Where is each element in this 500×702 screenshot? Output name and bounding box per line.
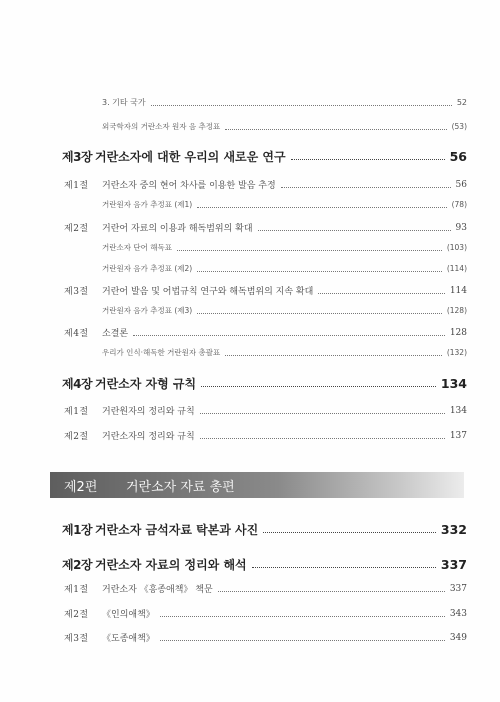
toc-entry-table-2[interactable] [102,263,467,274]
toc-entry-table-1[interactable] [102,199,467,210]
chapter-number: 제3장 [62,150,93,164]
chapter-title: 거란소자 자료의 정리와 해석 [95,558,247,572]
dot-leader [291,159,445,160]
toc-section-3-1[interactable] [64,178,467,191]
part-number: 제2편 [64,479,98,495]
toc-chapter-4[interactable] [62,375,467,392]
part-2-banner[interactable] [50,472,464,498]
section-number: 제2절 [64,432,89,442]
dot-leader [197,313,442,314]
page-number: 349 [449,632,467,643]
toc-entry-foreign-scholars-table[interactable] [102,121,467,132]
page-number: (132) [446,348,467,357]
section-title: 《도종애책》 [102,634,155,644]
section-number: 제2절 [64,610,89,620]
toc-entry-other-countries[interactable] [102,97,467,108]
dot-leader [201,386,436,387]
dot-leader [177,250,442,251]
dot-leader [160,616,445,617]
dot-leader [133,335,445,336]
dot-leader [225,129,446,130]
section-title: 거란소자 중의 현어 차사를 이용한 발음 추정 [102,181,276,191]
dot-leader [200,413,445,414]
section-number: 제2절 [64,224,89,234]
toc-section-3-3[interactable] [64,284,467,297]
section-number: 제1절 [64,585,89,595]
page-number: (53) [451,122,467,131]
page-number: 93 [455,222,467,233]
section-title: 거란어 발음 및 어법규칙 연구와 해독범위의 지속 확대 [102,287,314,297]
page-number: 56 [455,179,467,190]
toc-entry-label: 거란소자 단어 해독표 [102,243,172,252]
page-number: 128 [449,327,467,338]
dot-leader [318,293,445,294]
page-number: 332 [440,522,467,537]
chapter-number: 제2장 [62,558,93,572]
dot-leader [252,567,436,568]
toc-chapter-2[interactable] [62,556,467,573]
toc-section-2-3[interactable] [64,631,467,644]
section-number: 제1절 [64,407,89,417]
page-number: 343 [449,608,467,619]
page-number: (103) [446,243,467,252]
toc-entry-label: 거란원자 음가 추정표 (제2) [102,264,193,273]
dot-leader [151,105,452,106]
dot-leader [200,438,445,439]
toc-chapter-1[interactable] [62,521,467,538]
toc-chapter-3[interactable] [62,148,467,165]
chapter-title: 거란소자 자형 규칙 [95,377,197,391]
section-title: 거란원자의 정리와 규칙 [102,407,195,417]
page-number: 56 [449,149,467,164]
page-number: 134 [440,376,467,391]
part-title: 거란소자 자료 총편 [126,479,235,495]
toc-section-2-2[interactable] [64,607,467,620]
page-number: (78) [451,200,467,209]
page-number: 134 [449,405,467,416]
dot-leader [197,207,446,208]
toc-section-3-2[interactable] [64,221,467,234]
section-title: 소결론 [102,329,129,339]
page-number: 52 [456,98,467,107]
section-number: 제3절 [64,287,89,297]
dot-leader [225,355,442,356]
page-number: 337 [449,583,467,594]
dot-leader [218,591,445,592]
dot-leader [263,532,436,533]
dot-leader [258,230,451,231]
toc-section-2-1[interactable] [64,582,467,595]
toc-entry-summary-table[interactable] [102,347,467,358]
page-number: (114) [446,264,467,273]
toc-entry-label: 3. 기타 국가 [102,98,146,107]
section-title: 거란어 자료의 이용과 해독범위의 확대 [102,224,253,234]
chapter-title: 거란소자 금석자료 탁본과 사진 [95,523,259,537]
toc-section-4-2[interactable] [64,429,467,442]
chapter-title: 거란소자에 대한 우리의 새로운 연구 [95,150,286,164]
dot-leader [160,640,445,641]
toc-entry-label: 우리가 인식·해독한 거란원자 총괄표 [102,348,221,357]
toc-entry-table-3[interactable] [102,305,467,316]
page-number: 114 [449,285,467,296]
section-number: 제3절 [64,634,89,644]
page-number: 137 [449,430,467,441]
section-number: 제1절 [64,181,89,191]
dot-leader [197,271,442,272]
toc-section-3-4[interactable] [64,326,467,339]
chapter-number: 제1장 [62,523,93,537]
toc-section-4-1[interactable] [64,404,467,417]
toc-entry-label: 거란원자 음가 추정표 (제1) [102,200,193,209]
toc-entry-label: 외국학자의 거란소자 원자 음 추정표 [102,122,221,131]
page-number: 337 [440,557,467,572]
dot-leader [281,187,451,188]
section-title: 거란소자 《흥종애책》 책문 [102,585,213,595]
toc-entry-label: 거란원자 음가 추정표 (제3) [102,306,193,315]
toc-entry-word-table[interactable] [102,242,467,253]
page-number: (128) [446,306,467,315]
section-title: 《인의애책》 [102,610,155,620]
chapter-number: 제4장 [62,377,93,391]
section-number: 제4절 [64,329,89,339]
section-title: 거란소자의 정리와 규칙 [102,432,195,442]
